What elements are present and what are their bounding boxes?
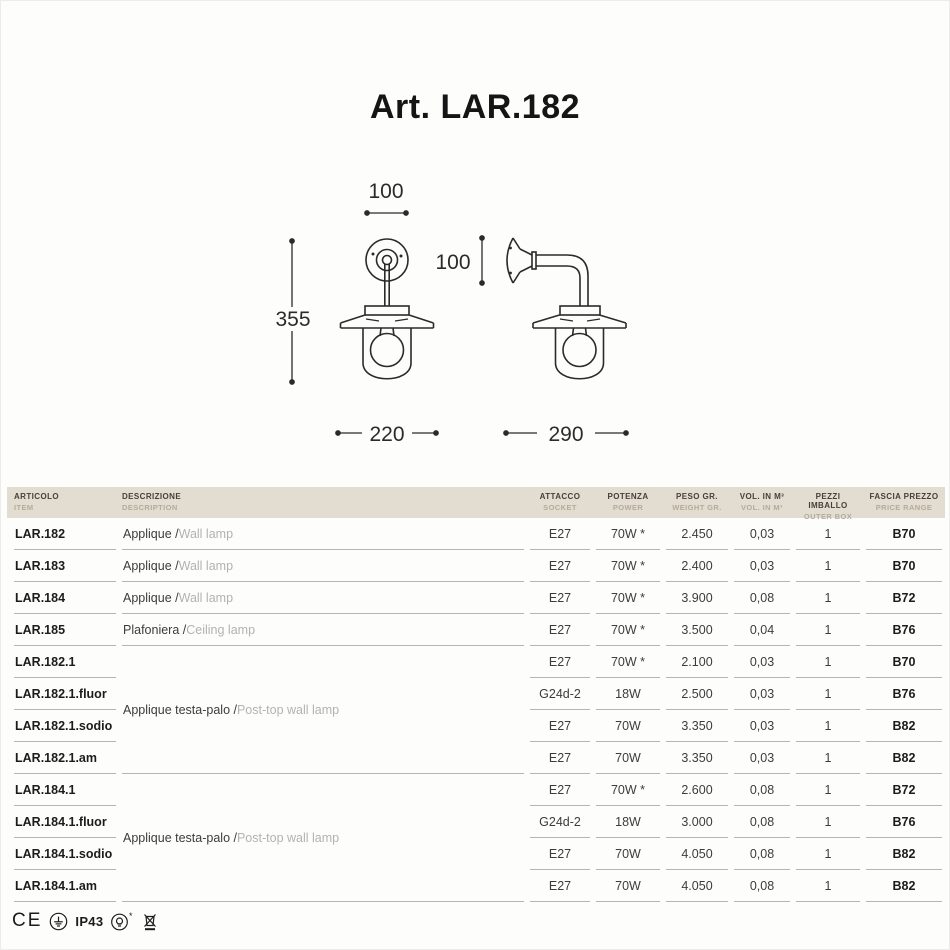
article-cell: LAR.183: [14, 550, 116, 582]
price-cell: B82: [866, 838, 942, 870]
description-it: Applique /: [123, 558, 179, 573]
col-header-en: SOCKET: [543, 503, 577, 512]
price-cell: B70: [866, 518, 942, 550]
weight-cell: 2.600: [666, 774, 728, 806]
weight-cell: 3.350: [666, 742, 728, 774]
volume-cell: 0,03: [734, 678, 790, 710]
dim-front-height: 355: [275, 308, 311, 331]
description-it: Applique /: [123, 526, 179, 541]
article-cell: LAR.182.1.am: [14, 742, 116, 774]
volume-cell: 0,03: [734, 550, 790, 582]
socket-cell: E27: [530, 646, 590, 678]
socket-cell: E27: [530, 870, 590, 902]
price-cell: B82: [866, 742, 942, 774]
pack-cell: 1: [796, 550, 860, 582]
power-cell: 18W: [596, 806, 660, 838]
price-cell: B72: [866, 774, 942, 806]
lamp-drawing-svg: [253, 160, 693, 460]
col-header-en: PRICE RANGE: [875, 503, 933, 512]
power-cell: 70W: [596, 710, 660, 742]
price-cell: B76: [866, 614, 942, 646]
col-header-it: ATTACCO: [539, 492, 581, 501]
socket-cell: E27: [530, 838, 590, 870]
article-cell: LAR.184.1.sodio: [14, 838, 116, 870]
description-en: Ceiling lamp: [186, 622, 256, 637]
class1-earth-icon: [49, 912, 68, 931]
volume-cell: 0,03: [734, 646, 790, 678]
description-en: Wall lamp: [178, 526, 234, 541]
price-cell: B76: [866, 806, 942, 838]
description-group-cell: [122, 646, 524, 774]
col-header-description: [122, 487, 524, 521]
socket-cell: E27: [530, 550, 590, 582]
socket-cell: E27: [530, 614, 590, 646]
col-header-en: VOL. IN M³: [741, 503, 783, 512]
col-header-it: DESCRIZIONE: [122, 492, 182, 501]
col-header-en: OUTER BOX: [803, 512, 853, 521]
col-header-it: FASCIA PREZZO: [869, 492, 939, 501]
col-header-weight: [666, 487, 728, 521]
certifications-bar: [12, 907, 159, 935]
price-cell: B70: [866, 646, 942, 678]
volume-cell: 0,03: [734, 710, 790, 742]
volume-cell: 0,08: [734, 774, 790, 806]
col-header-it: PESO GR.: [676, 492, 718, 501]
price-cell: B72: [866, 582, 942, 614]
col-header-en: POWER: [612, 503, 644, 512]
power-cell: 70W *: [596, 774, 660, 806]
socket-cell: E27: [530, 710, 590, 742]
ce-mark: CE: [12, 910, 43, 931]
pack-cell: 1: [796, 518, 860, 550]
socket-cell: E27: [530, 742, 590, 774]
volume-cell: 0,03: [734, 518, 790, 550]
power-cell: 70W *: [596, 614, 660, 646]
table-body: [7, 518, 945, 902]
pack-cell: 1: [796, 806, 860, 838]
pack-cell: 1: [796, 582, 860, 614]
power-cell: 70W: [596, 838, 660, 870]
pack-cell: 1: [796, 646, 860, 678]
power-cell: 70W *: [596, 582, 660, 614]
pack-cell: 1: [796, 870, 860, 902]
price-cell: B76: [866, 678, 942, 710]
description-en: Wall lamp: [178, 590, 234, 605]
price-cell: B82: [866, 870, 942, 902]
description-cell: [122, 582, 524, 614]
volume-cell: 0,03: [734, 742, 790, 774]
article-cell: LAR.182.1.sodio: [14, 710, 116, 742]
pack-cell: 1: [796, 710, 860, 742]
description-it: Plafoniera /: [123, 622, 187, 637]
col-header-volume: [734, 487, 790, 521]
page-title: Art. LAR.182: [369, 88, 581, 126]
power-cell: 70W *: [596, 518, 660, 550]
pack-cell: 1: [796, 678, 860, 710]
col-header-article: [14, 487, 116, 521]
socket-cell: G24d-2: [530, 806, 590, 838]
power-cell: 18W: [596, 678, 660, 710]
description-cell: [122, 550, 524, 582]
dim-side-bracket-height: 100: [435, 251, 471, 274]
weight-cell: 4.050: [666, 838, 728, 870]
description-en: Post-top wall lamp: [236, 702, 340, 717]
pack-cell: 1: [796, 614, 860, 646]
table-header: [7, 487, 945, 521]
article-cell: LAR.184.1: [14, 774, 116, 806]
technical-drawing: [253, 160, 693, 460]
enclosed-lamp-icon: [110, 912, 134, 931]
col-header-en: ITEM: [14, 503, 34, 512]
article-cell: LAR.185: [14, 614, 116, 646]
description-it: Applique /: [123, 590, 179, 605]
weight-cell: 2.100: [666, 646, 728, 678]
volume-cell: 0,04: [734, 614, 790, 646]
svg-text:*: *: [129, 911, 133, 921]
article-cell: LAR.184: [14, 582, 116, 614]
pack-cell: 1: [796, 742, 860, 774]
weight-cell: 3.900: [666, 582, 728, 614]
description-en: Post-top wall lamp: [236, 830, 340, 845]
article-cell: LAR.184.1.fluor: [14, 806, 116, 838]
weee-crossed-bin-icon: [141, 911, 159, 932]
description-group-cell: [122, 774, 524, 902]
socket-cell: E27: [530, 582, 590, 614]
col-header-it: VOL. IN M³: [739, 492, 785, 501]
side-view: [507, 238, 626, 379]
pack-cell: 1: [796, 838, 860, 870]
col-header-it: PEZZI IMBALLO: [808, 492, 848, 510]
price-cell: B82: [866, 710, 942, 742]
dim-front-width: 100: [368, 180, 404, 203]
description-en: Wall lamp: [178, 558, 234, 573]
article-cell: LAR.184.1.am: [14, 870, 116, 902]
description-cell: [122, 614, 524, 646]
front-view: [341, 239, 434, 379]
weight-cell: 2.400: [666, 550, 728, 582]
article-cell: LAR.182: [14, 518, 116, 550]
spec-table: [7, 487, 945, 902]
volume-cell: 0,08: [734, 582, 790, 614]
col-header-en: WEIGHT GR.: [672, 503, 722, 512]
volume-cell: 0,08: [734, 870, 790, 902]
weight-cell: 2.450: [666, 518, 728, 550]
weight-cell: 4.050: [666, 870, 728, 902]
description-it: Applique testa-palo /: [123, 830, 237, 845]
weight-cell: 3.350: [666, 710, 728, 742]
price-cell: B70: [866, 550, 942, 582]
description-it: Applique testa-palo /: [123, 702, 237, 717]
volume-cell: 0,08: [734, 838, 790, 870]
article-cell: LAR.182.1.fluor: [14, 678, 116, 710]
col-header-price: [866, 487, 942, 521]
weight-cell: 3.000: [666, 806, 728, 838]
weight-cell: 2.500: [666, 678, 728, 710]
pack-cell: 1: [796, 774, 860, 806]
power-cell: 70W: [596, 870, 660, 902]
socket-cell: E27: [530, 774, 590, 806]
col-header-en: DESCRIPTION: [122, 503, 178, 512]
ip-rating-label: IP43: [75, 913, 104, 929]
article-cell: LAR.182.1: [14, 646, 116, 678]
col-header-socket: [530, 487, 590, 521]
col-header-it: POTENZA: [607, 492, 649, 501]
description-cell: [122, 518, 524, 550]
socket-cell: E27: [530, 518, 590, 550]
weight-cell: 3.500: [666, 614, 728, 646]
socket-cell: G24d-2: [530, 678, 590, 710]
power-cell: 70W *: [596, 646, 660, 678]
volume-cell: 0,08: [734, 806, 790, 838]
power-cell: 70W *: [596, 550, 660, 582]
power-cell: 70W: [596, 742, 660, 774]
col-header-power: [596, 487, 660, 521]
dim-front-shade-width: 220: [369, 423, 405, 446]
col-header-it: ARTICOLO: [14, 492, 59, 501]
dim-side-depth: 290: [548, 423, 584, 446]
col-header-pack: [796, 487, 860, 521]
